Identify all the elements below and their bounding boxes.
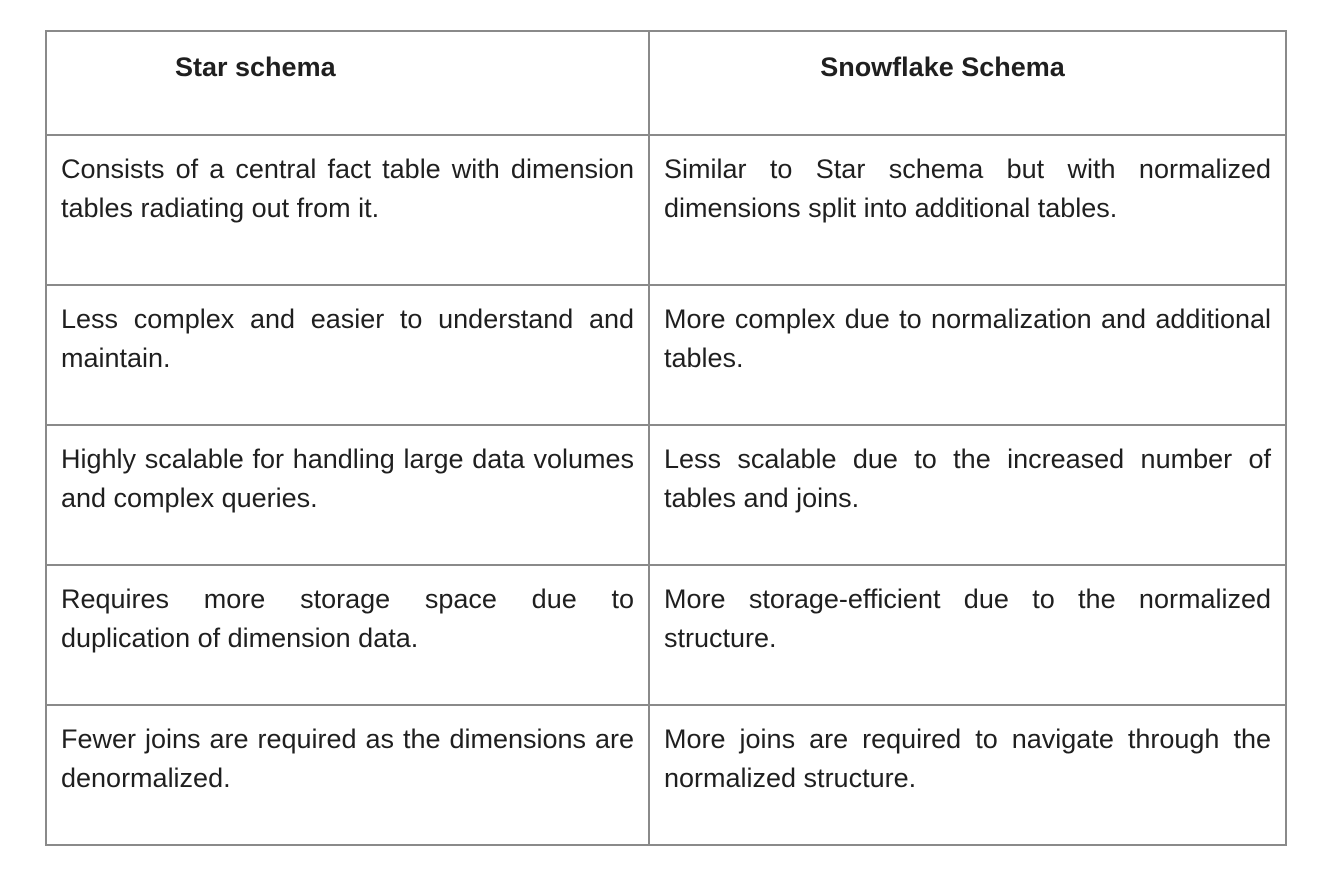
star-cell: Requires more storage space due to duplication of dimension data. <box>46 565 649 705</box>
table-row <box>46 705 1286 845</box>
table-row <box>46 565 1286 705</box>
star-cell: Fewer joins are required as the dimensions are denormalized. <box>46 705 649 845</box>
star-cell: Less complex and easier to understand and maintain. <box>46 285 649 425</box>
snowflake-cell: More storage-efficient due to the normalized structure. <box>649 565 1286 705</box>
star-cell: Highly scalable for handling large data volumes and complex queries. <box>46 425 649 565</box>
table-row <box>46 285 1286 425</box>
snowflake-cell: More joins are required to navigate through the normalized structure. <box>649 705 1286 845</box>
snowflake-cell: Less scalable due to the increased number of tables and joins. <box>649 425 1286 565</box>
table-header-row <box>46 31 1286 135</box>
snowflake-cell: More complex due to normalization and additional tables. <box>649 285 1286 425</box>
header-star-schema: Star schema <box>46 31 649 135</box>
header-snowflake-schema: Snowflake Schema <box>649 31 1286 135</box>
comparison-table <box>45 30 1287 846</box>
table-row <box>46 425 1286 565</box>
star-cell: Consists of a central fact table with dimension tables radiating out from it. <box>46 135 649 285</box>
snowflake-cell: Similar to Star schema but with normalized dimensions split into additional tables. <box>649 135 1286 285</box>
table-row <box>46 135 1286 285</box>
